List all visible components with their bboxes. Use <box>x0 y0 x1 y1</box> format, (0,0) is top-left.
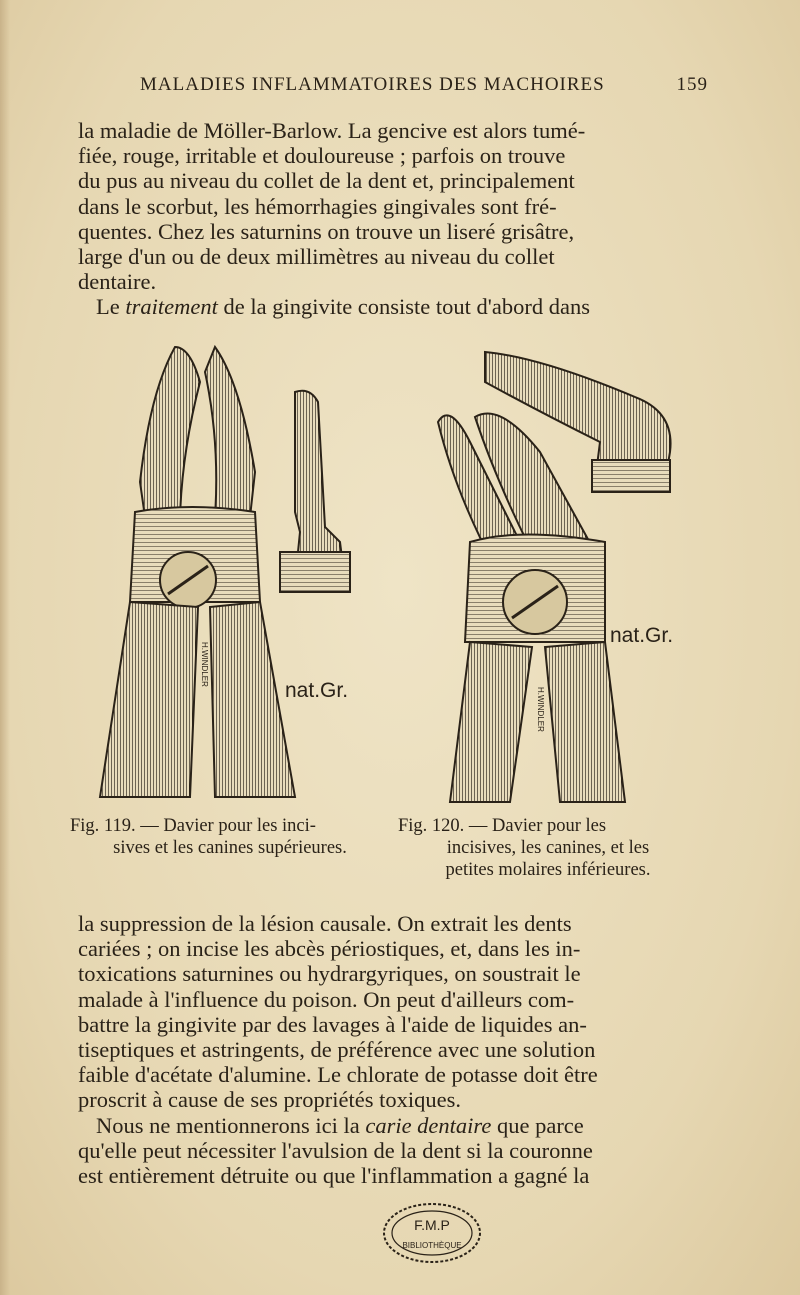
text-line: dans le scorbut, les hémorrhagies gingivales sont fré- <box>78 193 557 219</box>
figure-120-caption <box>398 815 698 881</box>
text-line: faible d'acétate d'alumine. Le chlorate de potasse doit être <box>78 1062 598 1088</box>
caption-line: petites molaires inférieures. <box>445 860 651 880</box>
maker-mark: H.WINDLER <box>200 642 209 687</box>
text-line: est entièrement détruite ou que l'inflammation a gagné la <box>78 1163 590 1189</box>
paragraph-top <box>78 118 708 320</box>
figure-119-forceps-illustration <box>90 342 380 804</box>
text-line: la suppression de la lésion causale. On extrait les dents <box>78 911 572 936</box>
stamp-top-text: F.M.P <box>414 1217 450 1233</box>
emphasis-traitement: traitement <box>125 294 218 320</box>
text-line: cariées ; on incise les abcès périostiques, et, dans les in- <box>78 936 581 962</box>
text-span: que parce <box>491 1112 584 1138</box>
text-line: dentaire. <box>78 269 157 295</box>
figure-119-caption <box>70 815 390 859</box>
text-line: quentes. Chez les saturnins on trouve un liseré grisâtre, <box>78 218 575 244</box>
stamp-bottom-text: BIBLIOTHÈQUE <box>402 1241 462 1250</box>
caption-line: Fig. 119. — Davier pour les inci- <box>70 816 316 836</box>
text-span: de la gingivite consiste tout d'abord dans <box>217 294 590 320</box>
text-line: malade à l'influence du poison. On peut d'ailleurs com- <box>78 986 575 1012</box>
library-stamp <box>380 1200 484 1266</box>
maker-mark: H.WINDLER <box>536 687 545 732</box>
emphasis-carie-dentaire: carie dentaire <box>365 1112 492 1138</box>
engraving-label: nat.Gr. <box>285 679 349 702</box>
paragraph-carie <box>78 1113 708 1138</box>
text-line: toxications saturnines ou hydrargyriques, on soustrait le <box>78 961 581 987</box>
caption-line: Fig. 120. — Davier pour les <box>398 816 607 836</box>
text-line: battre la gingivite par des lavages à l'aide de liquides an- <box>78 1011 587 1037</box>
paragraph-traitement <box>78 294 708 319</box>
text-line: qu'elle peut nécessiter l'avulsion de la dent si la couronne <box>78 1137 593 1163</box>
text-line: tiseptiques et astringents, de préférence avec une solution <box>78 1037 596 1063</box>
text-line: la maladie de Möller-Barlow. La gencive est alors tumé- <box>78 118 586 143</box>
text-span: Le <box>96 294 126 320</box>
caption-line: incisives, les canines, et les <box>446 838 650 858</box>
running-title: MALADIES INFLAMMATOIRES DES MACHOIRES <box>140 74 605 95</box>
text-line: proscrit à cause de ses propriétés toxiques. <box>78 1087 462 1113</box>
text-line: fiée, rouge, irritable et douloureuse ; parfois on trouve <box>78 143 566 169</box>
page-number: 159 <box>676 74 708 95</box>
text-line: large d'un ou de deux millimètres au niveau du collet <box>78 244 555 270</box>
paragraph-bottom <box>78 911 708 1188</box>
page-edge-shadow <box>0 0 10 1295</box>
running-header <box>140 74 708 96</box>
text-span: Nous ne mentionnerons ici la <box>96 1112 366 1138</box>
caption-line: sives et les canines supérieures. <box>113 838 347 858</box>
text-line: du pus au niveau du collet de la dent et, principalement <box>78 168 575 194</box>
engraving-label: nat.Gr. <box>610 624 674 647</box>
figure-120-forceps-illustration <box>420 342 680 804</box>
